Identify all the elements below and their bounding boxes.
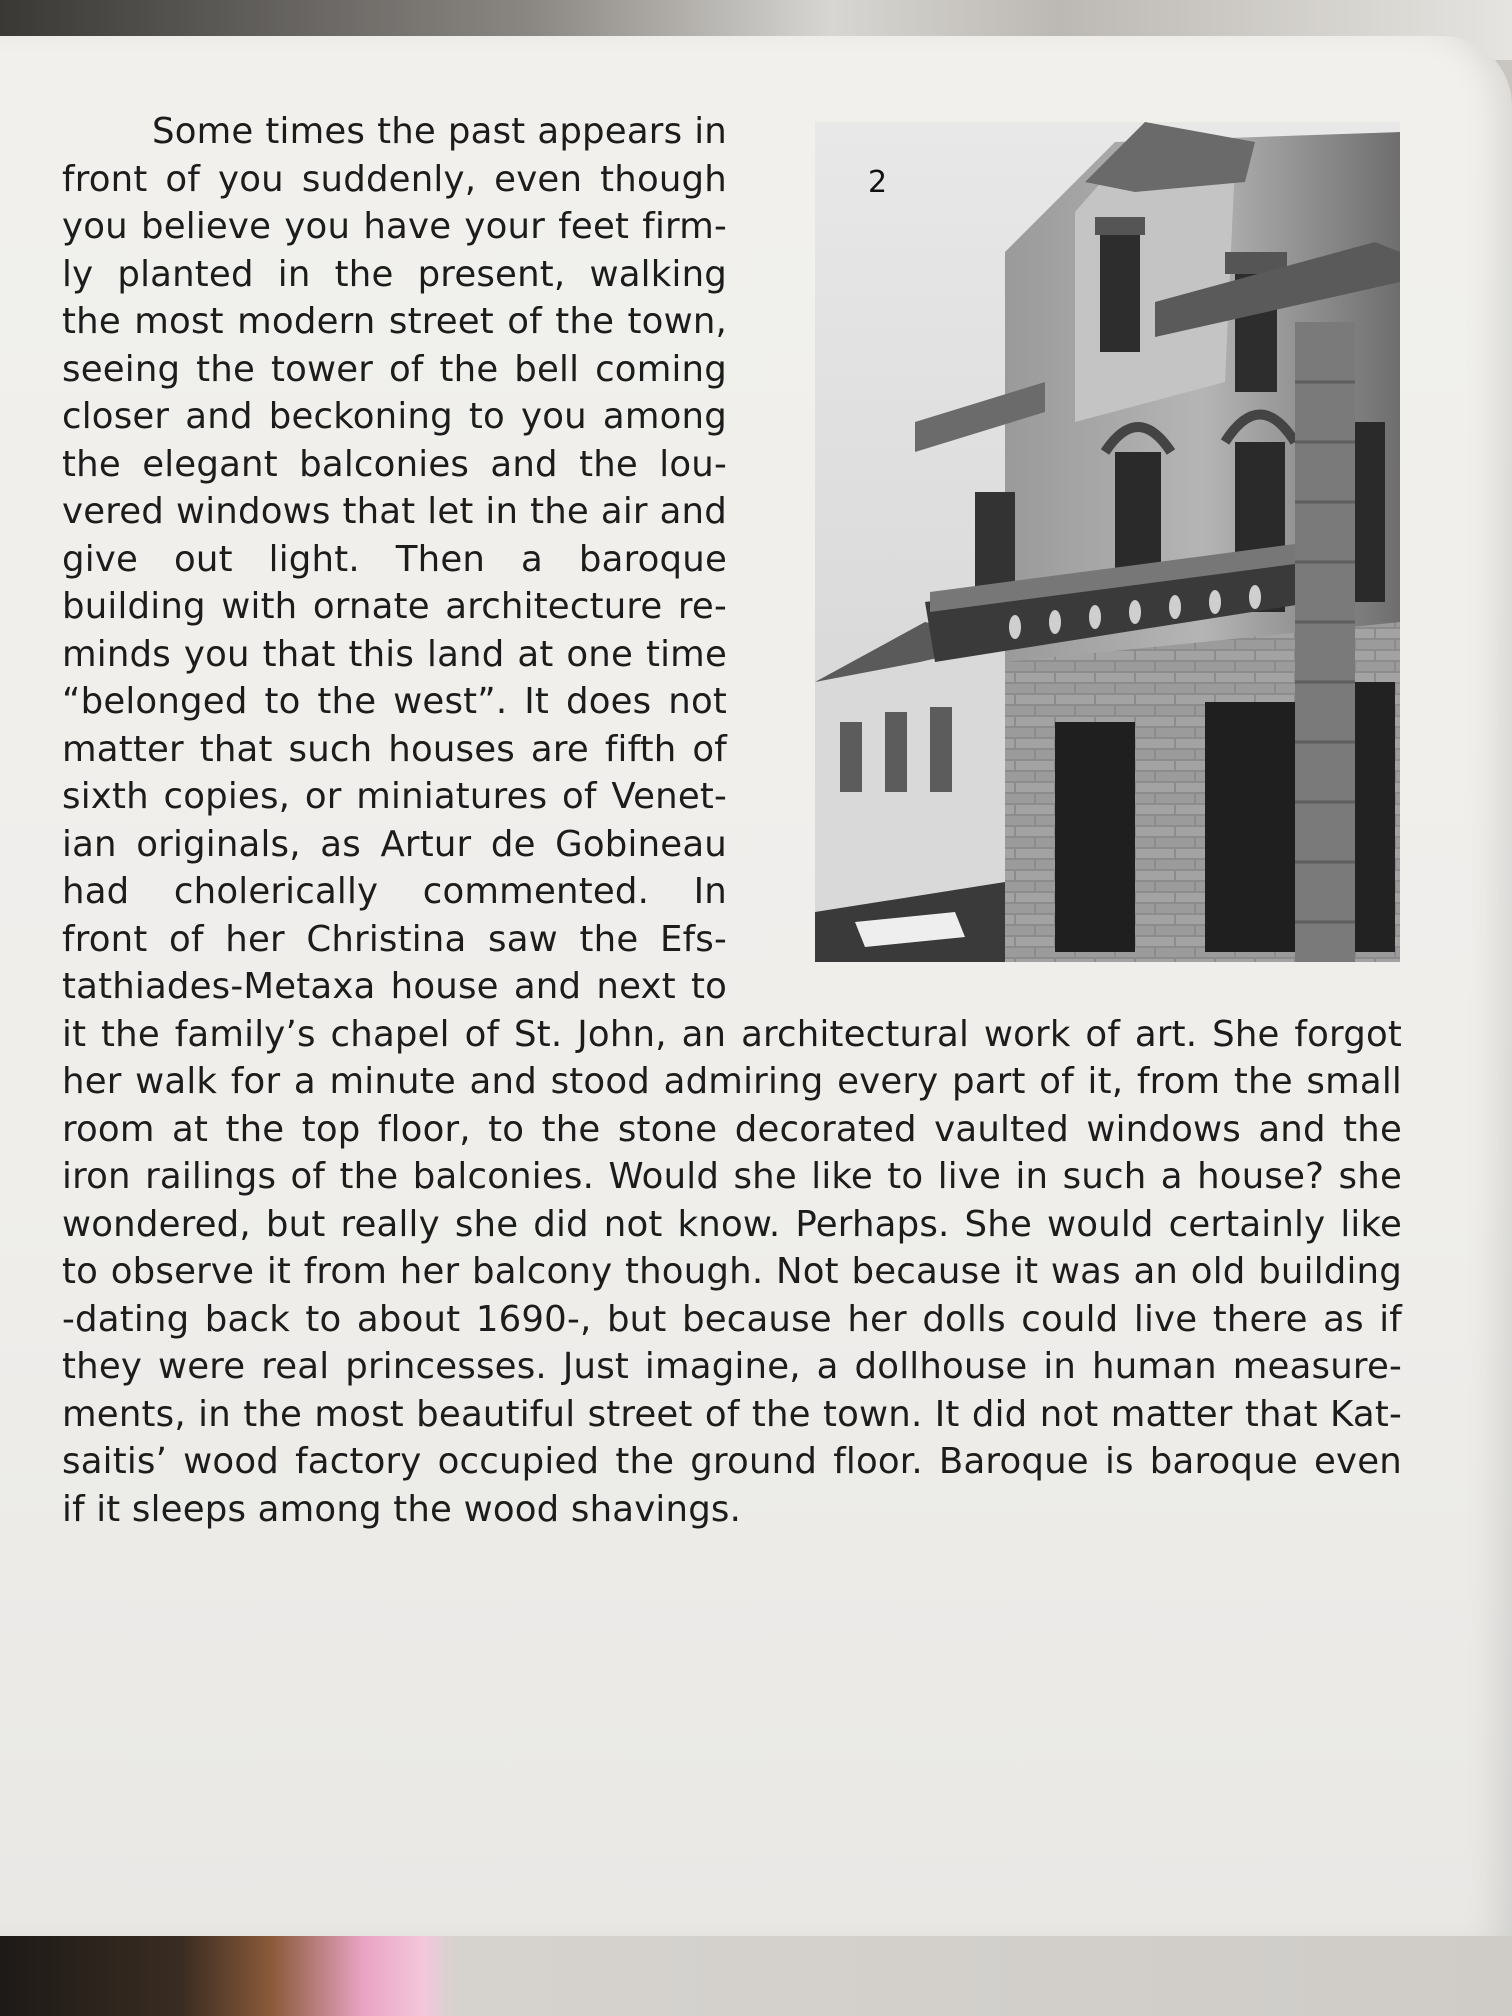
- text-line: saitis’ wood factory occupied the ground floor. Baroque is baroque even: [62, 1441, 1402, 1482]
- text-line: building with ornate architecture re-: [62, 586, 727, 627]
- text-line: had cholerically commented. In: [62, 871, 727, 912]
- text-line: -dating back to about 1690-, but because her dolls could live there as if: [62, 1298, 1402, 1340]
- text-line: front of you suddenly, even though: [62, 158, 727, 200]
- text-line: room at the top floor, to the stone decorated vaulted windows and the: [62, 1108, 1402, 1150]
- text-line: to observe it from her balcony though. Not because it was an old building: [62, 1251, 1402, 1292]
- text-line: vered windows that let in the air and: [62, 491, 727, 532]
- table-surface: [0, 1936, 1512, 2016]
- text-line: front of her Christina saw the Efs-: [62, 918, 727, 960]
- text-line: the most modern street of the town,: [62, 301, 727, 342]
- body-text: [62, 108, 1402, 1533]
- text-line: her walk for a minute and stood admiring every part of it, from the small: [62, 1061, 1402, 1102]
- text-line: minds you that this land at one time: [62, 633, 727, 675]
- text-line: ments, in the most beautiful street of the town. It did not matter that Kat-: [62, 1393, 1402, 1435]
- figure-number: 2: [868, 165, 888, 200]
- text-line: ly planted in the present, walking: [62, 253, 727, 295]
- text-line: matter that such houses are fifth of: [62, 728, 727, 770]
- text-line: give out light. Then a baroque: [62, 538, 727, 580]
- text-line: tathiades-Metaxa house and next to: [62, 966, 727, 1007]
- text-line: sixth copies, or miniatures of Venet-: [62, 776, 727, 817]
- text-line: closer and beckoning to you among: [62, 396, 727, 437]
- text-line: Some times the past appears in: [152, 111, 727, 152]
- text-line: if it sleeps among the wood shavings.: [62, 1488, 742, 1530]
- text-line: ian originals, as Artur de Gobineau: [62, 823, 727, 865]
- text-line: iron railings of the balconies. Would she like to live in such a house? she: [62, 1156, 1402, 1197]
- text-line: “belonged to the west”. It does not: [62, 681, 727, 722]
- text-line: it the family’s chapel of St. John, an architectural work of art. She forgot: [62, 1013, 1402, 1055]
- text-line: they were real princesses. Just imagine, a dollhouse in human measure-: [62, 1346, 1402, 1387]
- text-line: you believe you have your feet firm-: [62, 206, 727, 247]
- text-line: wondered, but really she did not know. Perhaps. She would certainly like: [62, 1203, 1402, 1245]
- text-line: the elegant balconies and the lou-: [62, 443, 727, 485]
- text-line: seeing the tower of the bell coming: [62, 348, 727, 390]
